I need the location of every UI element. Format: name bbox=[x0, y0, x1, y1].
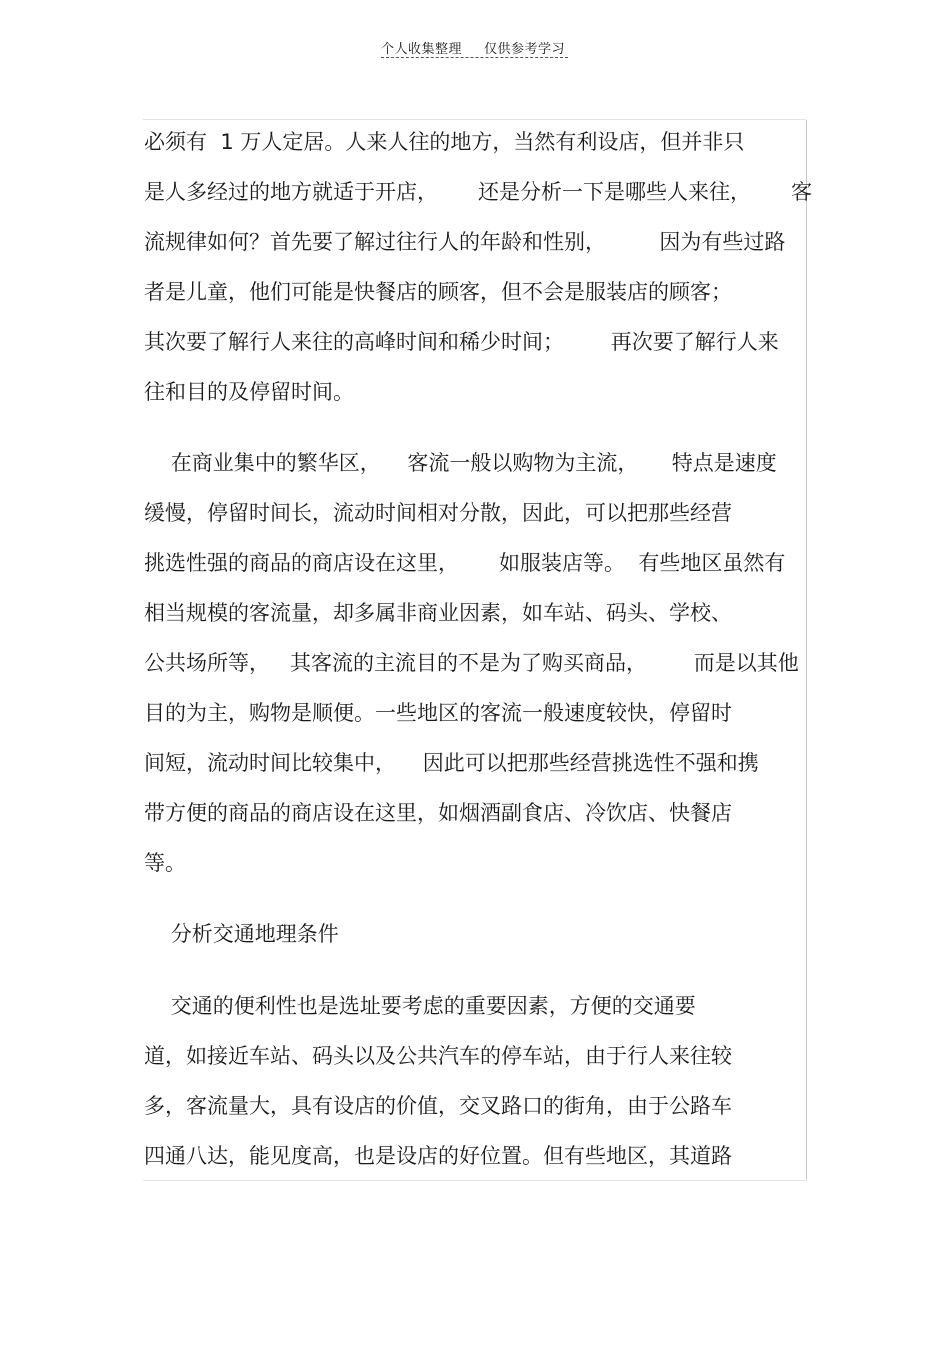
body-line: 是人多经过的地方就适于开店， 还是分析一下是哪些人来往， 客 bbox=[144, 180, 813, 204]
body-line: 多，客流量大，具有设店的价值，交叉路口的街角，由于公路车 bbox=[144, 1094, 732, 1118]
body-line: 道，如接近车站、码头以及公共汽车的停车站，由于行人来往较 bbox=[144, 1044, 732, 1068]
header-dashed-rule bbox=[381, 57, 568, 58]
body-line: 公共场所等， 其客流的主流目的不是为了购买商品， 而是以其他 bbox=[144, 651, 799, 675]
body-line: 带方便的商品的商店设在这里，如烟酒副食店、冷饮店、快餐店 bbox=[144, 801, 732, 825]
header-left-text: 个人收集整理 bbox=[381, 42, 463, 57]
body-line: 者是儿童，他们可能是快餐店的顾客，但不会是服装店的顾客； bbox=[144, 280, 732, 304]
body-line: 目的为主，购物是顺便。一些地区的客流一般速度较快，停留时 bbox=[144, 701, 732, 725]
body-line: 相当规模的客流量，却多属非商业因素，如车站、码头、学校、 bbox=[144, 601, 732, 625]
body-line: 往和目的及停留时间。 bbox=[144, 380, 354, 404]
body-line: 必须有 1 万人定居。人来人往的地方，当然有利设店，但并非只 bbox=[144, 130, 745, 154]
body-line: 流规律如何？首先要了解过往行人的年龄和性别， 因为有些过路 bbox=[144, 230, 786, 254]
text-frame-bottom bbox=[143, 1180, 806, 1181]
body-line: 等。 bbox=[144, 851, 186, 875]
page-header bbox=[381, 38, 565, 57]
text-frame-top bbox=[143, 119, 806, 120]
text-frame-right bbox=[806, 120, 807, 1180]
body-line: 四通八达，能见度高，也是设店的好位置。但有些地区，其道路 bbox=[144, 1144, 732, 1168]
body-line: 其次要了解行人来往的高峰时间和稀少时间； 再次要了解行人来 bbox=[144, 330, 779, 354]
body-line: 在商业集中的繁华区， 客流一般以购物为主流， 特点是速度 bbox=[144, 451, 777, 475]
body-line: 间短，流动时间比较集中， 因此可以把那些经营挑选性不强和携 bbox=[144, 751, 759, 775]
body-line: 挑选性强的商品的商店设在这里， 如服装店等。 有些地区虽然有 bbox=[144, 551, 786, 575]
section-heading: 分析交通地理条件 bbox=[144, 922, 339, 946]
body-line: 交通的便利性也是选址要考虑的重要因素，方便的交通要 bbox=[144, 994, 696, 1018]
header-right-text: 仅供参考学习 bbox=[484, 42, 566, 57]
body-line: 缓慢，停留时间长，流动时间相对分散，因此，可以把那些经营 bbox=[144, 501, 732, 525]
